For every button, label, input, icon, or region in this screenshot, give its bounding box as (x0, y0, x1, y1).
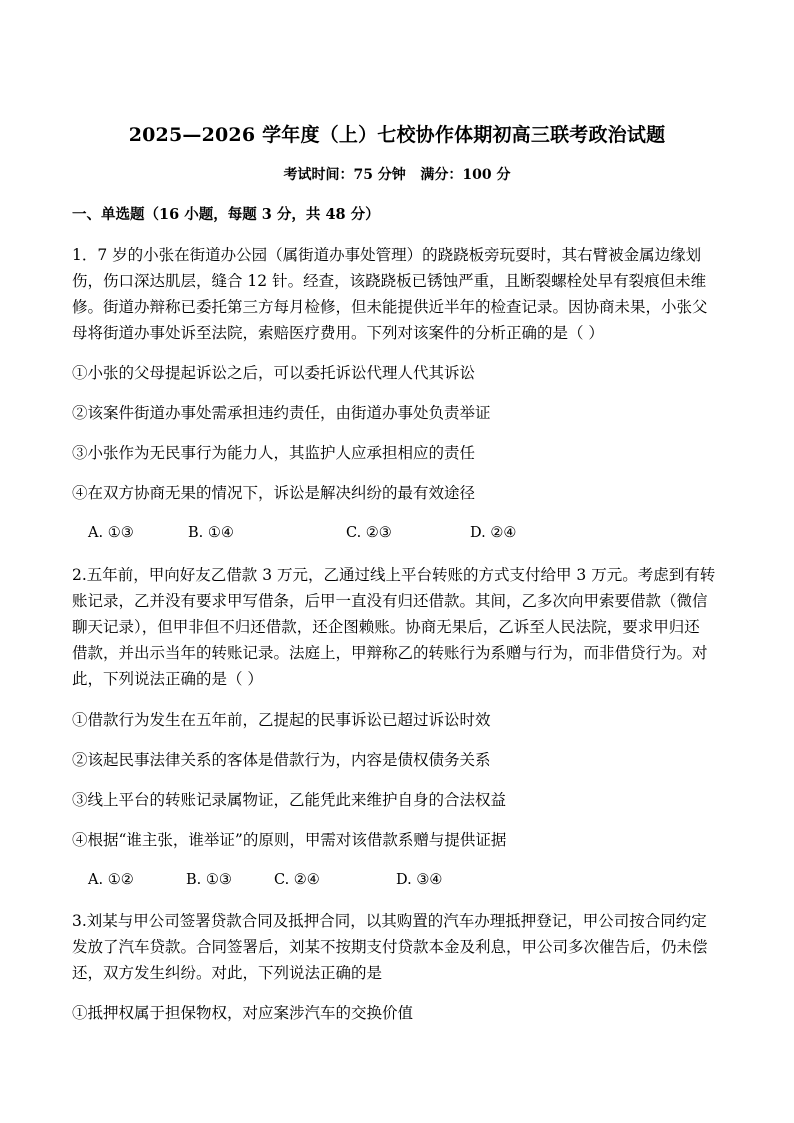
stem-line: 1．7 岁的小张在街道办公园（属街道办事处管理）的跷跷板旁玩耍时，其右臂被金属边缘划 (72, 246, 702, 264)
question-1-stem (72, 242, 724, 346)
choice-a: A. ①② (88, 872, 134, 888)
question-2-option-1: ①借款行为发生在五年前，乙提起的民事诉讼已超过诉讼时效 (72, 711, 491, 729)
exam-title: 2025—2026 学年度（上）七校协作体期初高三联考政治试题 (128, 124, 666, 146)
choice-c: C. ②③ (346, 525, 392, 541)
question-1-option-2: ②该案件街道办事处需承担违约责任，由街道办事处负责举证 (72, 404, 491, 422)
question-1-option-4: ④在双方协商无果的情况下，诉讼是解决纠纷的最有效途径 (72, 484, 476, 502)
question-2-stem (72, 562, 724, 692)
question-2-option-2: ②该起民事法律关系的客体是借款行为，内容是债权债务关系 (72, 751, 491, 769)
question-1-option-3: ③小张作为无民事行为能力人，其监护人应承担相应的责任 (72, 444, 476, 462)
question-3-option-1: ①抵押权属于担保物权，对应案涉汽车的交换价值 (72, 1004, 414, 1022)
choice-b: B. ①③ (186, 872, 232, 888)
stem-line: 母将街道办事处诉至法院，索赔医疗费用。下列对该案件的分析正确的是（ ） (72, 324, 604, 342)
question-2-option-4: ④根据“谁主张，谁举证”的原则，甲需对该借款系赠与提供证据 (72, 831, 507, 849)
choice-b: B. ①④ (188, 525, 234, 541)
question-2-option-3: ③线上平台的转账记录属物证，乙能凭此来维护自身的合法权益 (72, 791, 507, 809)
question-1-choices (88, 520, 588, 546)
question-2-choices (88, 867, 588, 893)
stem-line: 修。街道办辩称已委托第三方每月检修，但未能提供近半年的检查记录。因协商未果，小张父 (72, 298, 708, 316)
stem-line: 账记录，乙并没有要求甲写借条，后甲一直没有归还借款。其间，乙多次向甲索要借款（微信 (72, 592, 708, 610)
stem-line: 借款，并出示当年的转账记录。法庭上，甲辩称乙的转账行为系赠与行为，而非借贷行为。对 (72, 644, 708, 662)
choice-a: A. ①③ (88, 525, 134, 541)
section-heading: 一、单选题（16 小题，每题 3 分，共 48 分） (72, 206, 380, 223)
exam-time-and-score: 考试时间：75 分钟 满分：100 分 (283, 167, 511, 183)
choice-d: D. ③④ (396, 872, 443, 888)
stem-line: 伤，伤口深达肌层，缝合 12 针。经查，该跷跷板已锈蚀严重，且断裂螺栓处早有裂痕但未维 (72, 272, 707, 290)
stem-line: 还，双方发生纠纷。对此，下列说法正确的是 (72, 964, 383, 982)
stem-line: 聊天记录），但甲非但不归还借款，还企图赖账。协商无果后，乙诉至人民法院，要求甲归还 (72, 618, 700, 636)
question-3-stem (72, 908, 724, 986)
stem-line: 此，下列说法正确的是（ ） (72, 670, 263, 688)
choice-c: C. ②④ (274, 872, 320, 888)
choice-d: D. ②④ (470, 525, 517, 541)
question-1-option-1: ①小张的父母提起诉讼之后，可以委托诉讼代理人代其诉讼 (72, 364, 476, 382)
stem-line: 发放了汽车贷款。合同签署后，刘某不按期支付贷款本金及利息，甲公司多次催告后，仍未偿 (72, 938, 708, 956)
stem-line: 3.刘某与甲公司签署贷款合同及抵押合同，以其购置的汽车办理抵押登记，甲公司按合同约定 (72, 912, 707, 930)
stem-line: 2.五年前，甲向好友乙借款 3 万元，乙通过线上平台转账的方式支付给甲 3 万元。考虑到有转 (72, 566, 716, 584)
